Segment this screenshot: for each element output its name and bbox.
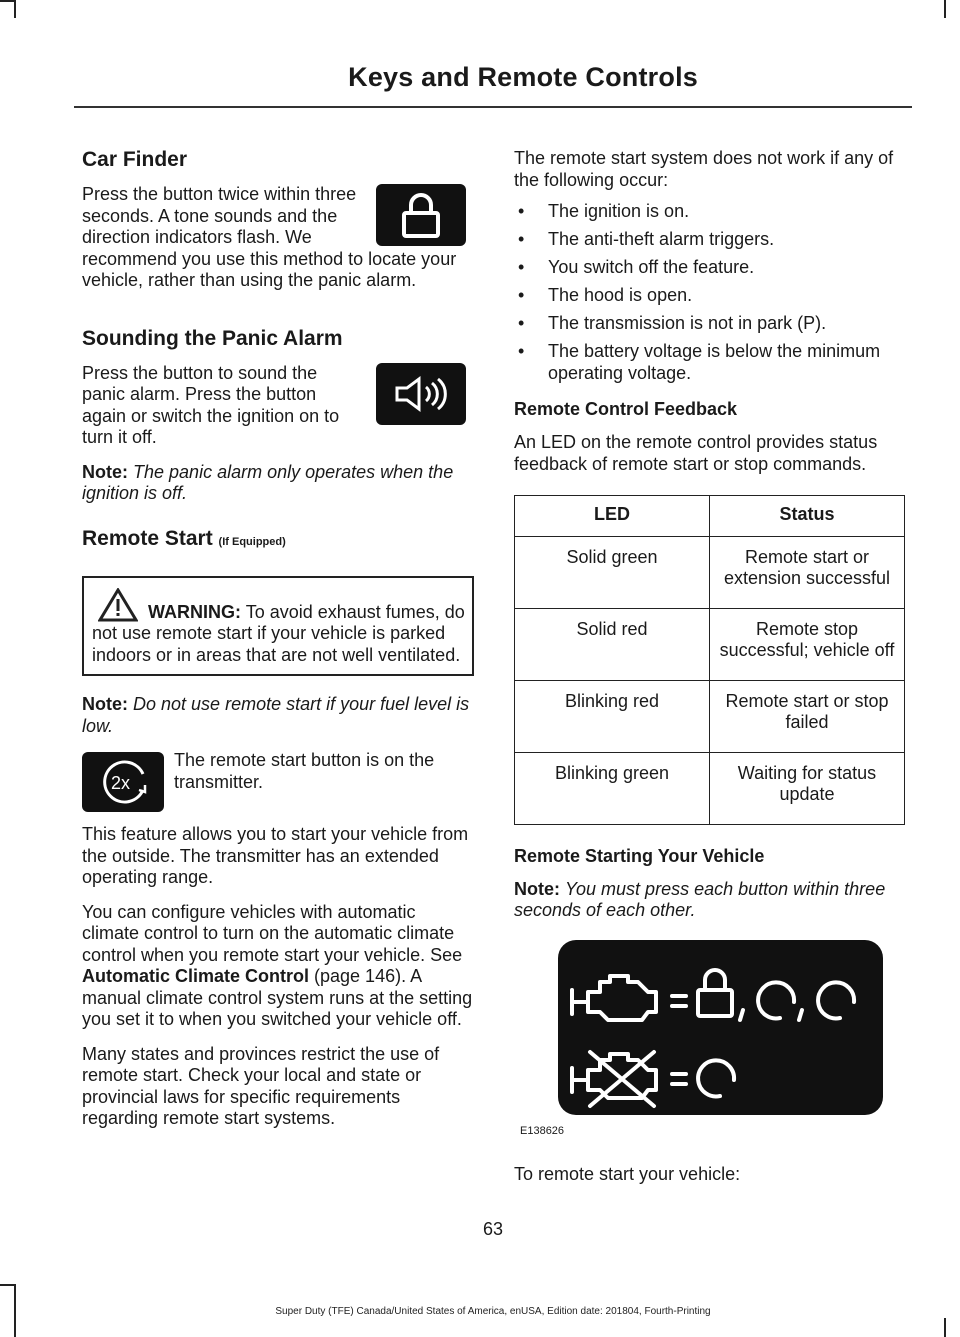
- list-item: • You switch off the feature.: [514, 257, 906, 279]
- warning-text: To avoid exhaust fumes, do not use remote start if your vehicle is parked indoors or in areas that are not well ventilated.: [92, 601, 465, 665]
- remote-start-arrow-icon: [698, 1060, 734, 1096]
- table-row: [515, 536, 905, 608]
- right-column: [514, 148, 906, 1199]
- feature-paragraph: This feature allows you to start your vehicle from the outside. The transmitter has an extended operating range.: [82, 824, 469, 887]
- remote-start-sequence-figure: [558, 940, 883, 1115]
- status-cell: Remote start or stop failed: [710, 680, 905, 752]
- table-row: [515, 752, 905, 824]
- remote-start-arrow-icon: [758, 982, 794, 1018]
- page-header-title: Keys and Remote Controls: [348, 62, 698, 92]
- cross-reference-link[interactable]: Automatic Climate Control: [82, 966, 310, 986]
- panic-note: [82, 462, 474, 505]
- led-cell: Blinking green: [515, 752, 710, 824]
- note-text: The panic alarm only operates when the ignition is off.: [82, 461, 454, 503]
- table-header-row: [515, 496, 905, 537]
- remote-start-button-paragraph: [82, 750, 474, 793]
- list-item: • The anti-theft alarm triggers.: [514, 229, 906, 251]
- engine-icon: [572, 976, 656, 1020]
- climate-text-b: (page 146). A manual climate control system runs at the setting you set it to when you switched your vehicle off.: [82, 966, 473, 1029]
- remote-start-arrow-icon: [818, 982, 854, 1018]
- column-header-led: LED: [515, 496, 710, 537]
- led-status-table: [514, 495, 905, 825]
- crop-mark: [14, 0, 16, 18]
- note-label: Note:: [82, 694, 128, 714]
- warning-icon: [98, 588, 138, 628]
- panic-alarm-paragraph: [82, 363, 474, 449]
- note-label: Note:: [82, 461, 128, 482]
- speaker-icon: [376, 363, 466, 425]
- warning-box: [82, 576, 474, 677]
- note-text: Do not use remote start if your fuel level is low.: [82, 694, 470, 736]
- lock-icon: [376, 184, 466, 246]
- status-cell: Remote start or extension successful: [710, 536, 905, 608]
- remote-start-2x-icon: [82, 752, 164, 812]
- crop-mark: [944, 1318, 946, 1337]
- table-row: [515, 680, 905, 752]
- car-finder-paragraph: [82, 184, 474, 292]
- column-header-status: Status: [710, 496, 905, 537]
- list-item: • The hood is open.: [514, 285, 906, 307]
- status-cell: Waiting for status update: [710, 752, 905, 824]
- page-footer: Super Duty (TFE) Canada/United States of America, enUSA, Edition date: 201804, Fourth-Printing: [275, 1306, 711, 1317]
- page-number: 63: [482, 1219, 504, 1239]
- crop-mark: [0, 0, 14, 2]
- panic-alarm-text: Press the button to sound the panic alarm. Press the button again or switch the ignition on to turn it off.: [82, 362, 340, 447]
- lock-icon: [698, 970, 732, 1016]
- comma-separator: [799, 1010, 802, 1020]
- car-finder-text: Press the button twice within three seconds. A tone sounds and the direction indicators flash. We recommend you use this method to locate your vehicle, rather than using the panic alarm.: [82, 184, 457, 290]
- list-item: • The transmission is not in park (P).: [514, 313, 906, 335]
- crop-mark: [0, 1284, 14, 1286]
- warning-label: WARNING:: [148, 601, 241, 622]
- climate-text-a: You can configure vehicles with automatic climate control to turn on the automatic climate control when you remote start your vehicle. See: [82, 901, 463, 965]
- remote-start-button-text: The remote start button is on the transmitter.: [174, 750, 435, 792]
- comma-separator: [740, 1010, 743, 1020]
- list-item: • The ignition is on.: [514, 201, 906, 223]
- laws-paragraph: Many states and provinces restrict the use of remote start. Check your local and state or provincial laws for specific requirements regarding remote start systems.: [82, 1043, 440, 1128]
- section-heading-car-finder: Car Finder: [82, 148, 188, 171]
- section-heading-panic-alarm: Sounding the Panic Alarm: [82, 326, 343, 350]
- figure-id: E138626: [520, 1124, 565, 1137]
- remote-start-note: [82, 694, 474, 737]
- equals-sign: [672, 996, 686, 1006]
- equals-sign: [672, 1074, 686, 1084]
- note-label: Note:: [514, 878, 560, 899]
- table-row: [515, 608, 905, 680]
- if-equipped-label: (If Equipped): [218, 535, 286, 548]
- engine-crossed-icon: [572, 1052, 656, 1106]
- led-cell: Solid red: [515, 608, 710, 680]
- led-cell: Blinking red: [515, 680, 710, 752]
- list-item: • The battery voltage is below the minimum operating voltage.: [514, 341, 906, 384]
- status-cell: Remote stop successful; vehicle off: [710, 608, 905, 680]
- closing-paragraph: To remote start your vehicle:: [514, 1164, 741, 1184]
- climate-paragraph: [82, 902, 474, 1031]
- left-column: [82, 148, 474, 1143]
- feedback-paragraph: An LED on the remote control provides status feedback of remote start or stop commands.: [514, 432, 878, 474]
- starting-note: [514, 879, 906, 922]
- section-heading-remote-start: [82, 527, 474, 554]
- intro-paragraph: The remote start system does not work if any of the following occur:: [514, 148, 894, 190]
- note-text: You must press each button within three seconds of each other.: [514, 878, 886, 920]
- 2x-label: 2x: [111, 773, 131, 793]
- section-heading-remote-starting: Remote Starting Your Vehicle: [514, 845, 765, 866]
- led-cell: Solid green: [515, 536, 710, 608]
- crop-mark: [944, 0, 946, 18]
- remote-start-heading-text: Remote Start: [82, 526, 213, 550]
- conditions-list: [514, 201, 906, 384]
- header-rule: [74, 106, 912, 108]
- section-heading-feedback: Remote Control Feedback: [514, 399, 738, 419]
